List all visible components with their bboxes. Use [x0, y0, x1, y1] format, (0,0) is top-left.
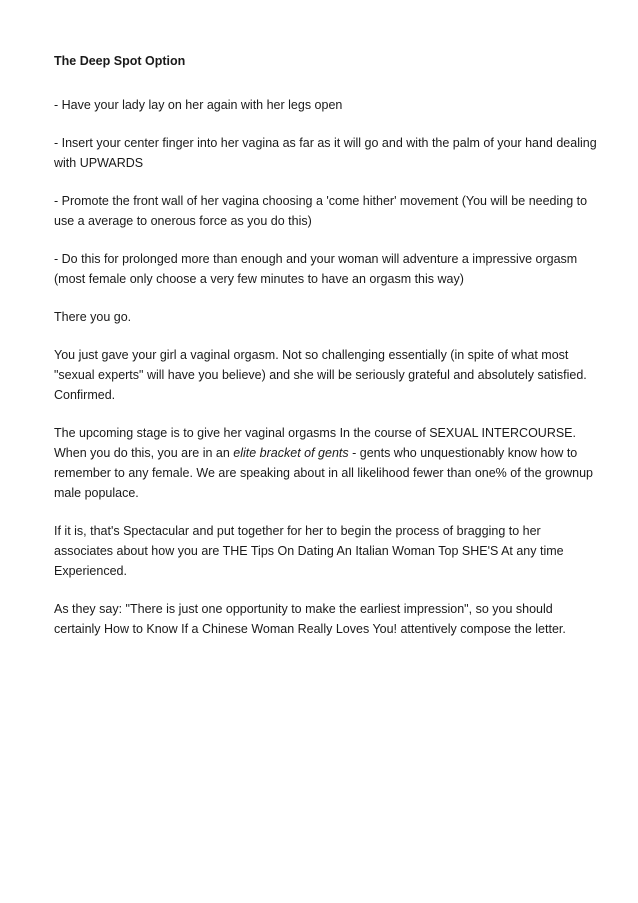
paragraph: If it is, that's Spectacular and put together for her to begin the process of bragging to her associates about how you are THE Tips On Dating An Italian Woman Top SHE'S At any time Experienced. — [54, 524, 564, 578]
paragraph-text: The upcoming stage is to give her vaginal orgasms In the course of SEXUAL INTERCOURSE. When you do this, you are in an — [54, 426, 576, 460]
paragraph — [54, 423, 599, 503]
emphasized-text: elite bracket of gents — [233, 446, 349, 460]
paragraph: There you go. — [54, 310, 132, 324]
paragraph-text: - gents who unquestionably know how to remember to any female. We are speaking about in all likelihood fewer than one% of the grownup male populace. — [54, 446, 593, 500]
paragraph: As they say: "There is just one opportunity to make the earliest impression", so you should certainly How to Know If a Chinese Woman Really Loves You! attentively compose the letter. — [54, 602, 566, 636]
paragraph: - Promote the front wall of her vagina choosing a 'come hither' movement (You will be needing to use a average to onerous force as you do this) — [54, 194, 588, 228]
paragraph: You just gave your girl a vaginal orgasm. Not so challenging essentially (in spite of what most "sexual experts" will have you believe) and she will be seriously grateful and absolutely satisfied. Confirmed. — [54, 348, 587, 402]
paragraph: - Do this for prolonged more than enough and your woman will adventure a impressive orgasm (most female only choose a very few minutes to have an orgasm this way) — [54, 252, 578, 286]
document-title: The Deep Spot Option — [54, 54, 186, 68]
document-page — [54, 51, 599, 657]
paragraph: - Insert your center finger into her vagina as far as it will go and with the palm of your hand dealing with UPWARDS — [54, 136, 597, 170]
paragraph: - Have your lady lay on her again with her legs open — [54, 98, 343, 112]
